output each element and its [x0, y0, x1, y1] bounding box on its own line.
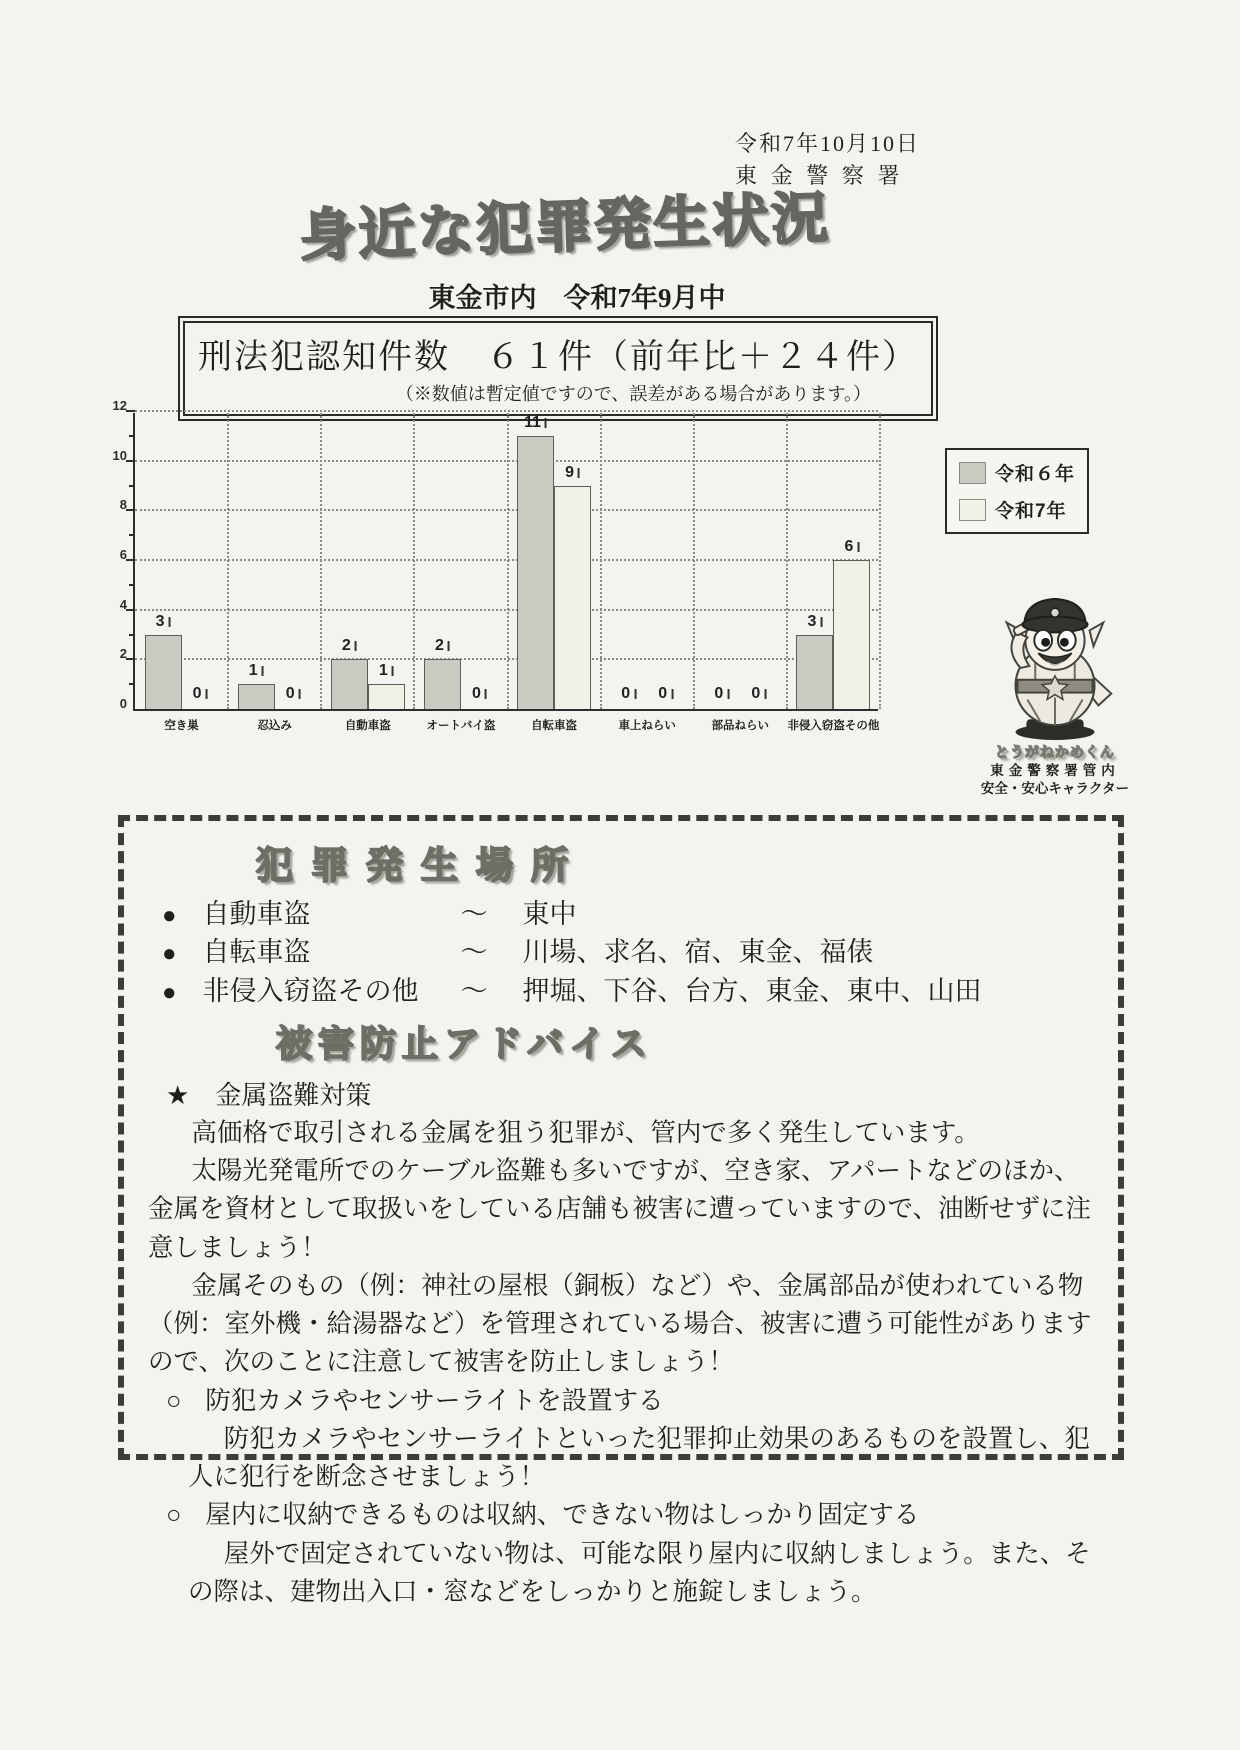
bar-value-label	[249, 662, 264, 680]
tick-mark	[355, 641, 357, 651]
tick-mark	[262, 666, 264, 676]
tip-title-row	[166, 1496, 1094, 1534]
circle-icon: ○	[166, 1385, 182, 1415]
y-tick	[126, 509, 135, 511]
chart-legend	[945, 448, 1089, 534]
page-title: 身近な犯罪発生状況	[298, 185, 832, 268]
bar-value-label	[621, 685, 636, 703]
bar-reiwa6	[145, 635, 182, 710]
y-tick-label: 12	[112, 398, 127, 413]
y-tick	[126, 609, 135, 611]
bar-reiwa6	[238, 684, 275, 709]
legend-label: 令和7年	[995, 501, 1067, 522]
location-label: 非侵入窃盗その他	[202, 975, 419, 1006]
advice-heading: 被害防止アドバイス	[276, 1022, 653, 1064]
circle-icon: ○	[166, 1500, 182, 1530]
bullet-icon: ●	[162, 979, 177, 1006]
tick-mark	[820, 617, 822, 627]
y-tick-label: 8	[119, 497, 127, 513]
bar-value: 9	[565, 463, 575, 481]
y-tick	[129, 485, 135, 487]
bar-reiwa6	[796, 635, 833, 710]
category-label: 車上ねらい	[618, 720, 676, 732]
tick-mark	[169, 617, 171, 627]
tilde-mark: ～	[460, 975, 488, 1006]
bar-value: 2	[341, 637, 351, 655]
advice-tips	[138, 1382, 1104, 1612]
bar-value: 0	[658, 685, 668, 702]
tip-title: 屋内に収納できるものは収納、できない物はしっかり固定する	[205, 1500, 920, 1530]
turtle-police-mascot-icon	[981, 583, 1129, 741]
locations-list	[138, 895, 1104, 1010]
bar-value: 11	[524, 413, 542, 431]
tilde-mark: ～	[460, 899, 488, 929]
bar-value-label	[286, 685, 301, 703]
tick-mark	[448, 641, 450, 651]
legend-swatch-1	[959, 499, 986, 521]
location-row	[162, 972, 1104, 1010]
advice-paragraph: 太陽光発電所でのケーブル盗難も多いですが、空き家、アパートなどのほか、金属を資材として取扱いをしている店舗も被害に遭っていますので、油断せずに注意しましょう！	[148, 1156, 1091, 1262]
tick-mark	[485, 689, 487, 699]
bullet-icon: ●	[162, 941, 177, 968]
tick-mark	[764, 689, 766, 699]
bar-value: 0	[192, 685, 202, 702]
advice-paragraphs	[138, 1114, 1104, 1382]
issuer-name: 東金警察署	[735, 162, 914, 188]
bar-reiwa7	[554, 486, 591, 710]
tick-mark	[857, 542, 859, 552]
y-tick	[129, 634, 135, 636]
mascot-block	[970, 583, 1140, 798]
gridline-h	[135, 410, 878, 412]
tick-mark	[206, 689, 208, 699]
bar-reiwa6	[331, 659, 368, 709]
category-label: 忍込み	[257, 720, 292, 732]
location-row	[162, 933, 1104, 971]
advice-topic-row	[166, 1075, 1104, 1112]
category-label: 空き巣	[164, 720, 199, 732]
bar-reiwa7	[368, 684, 405, 709]
gridline-v	[227, 413, 229, 709]
y-tick	[129, 683, 135, 685]
advice-topic: 金属盗難対策	[215, 1080, 372, 1110]
y-tick	[129, 435, 135, 437]
bar-value: 1	[378, 662, 388, 680]
tick-mark	[634, 689, 636, 699]
bar-value: 0	[751, 685, 761, 702]
location-label: 自転車盗	[202, 937, 311, 968]
bar-value: 0	[471, 685, 481, 702]
y-tick	[129, 584, 135, 586]
category-label: 自転車盗	[531, 720, 578, 732]
gridline-v	[507, 413, 509, 709]
tick-mark	[727, 689, 729, 699]
bar-value: 0	[285, 685, 295, 702]
y-tick	[129, 534, 135, 536]
mascot-name: とうがねかめくん	[995, 744, 1115, 760]
bar-value-label	[435, 637, 450, 655]
bar-value-label	[751, 685, 766, 703]
category-label: オートバイ盗	[426, 720, 496, 732]
category-label: 部品ねらい	[711, 720, 770, 732]
location-row	[162, 895, 1104, 933]
bar-value-label	[658, 685, 673, 703]
gridline-v	[600, 413, 602, 709]
tick-mark	[392, 666, 394, 676]
tick-mark	[299, 689, 301, 699]
bar-value: 6	[844, 538, 854, 555]
gridline-v	[693, 413, 695, 709]
chart-plot	[133, 413, 880, 732]
bullet-icon: ●	[162, 903, 177, 929]
gridline-v	[320, 413, 322, 709]
bar-value-label	[565, 464, 580, 482]
category-label: 自動車盗	[344, 720, 391, 732]
y-tick-label: 0	[119, 696, 127, 711]
tick-mark	[578, 468, 580, 478]
bar-value-label	[807, 613, 822, 631]
advice-paragraph: 金属そのもの（例：神社の屋根（銅板）など）や、金属部品が使われている物（例：室外機・給湯器など）を管理されている場合、被害に遭う可能性がありますので、次のことに注意して被害を防止しましょう！	[148, 1270, 1092, 1377]
crime-count-headline: 刑法犯認知件数 ６１件（前年比＋２４件）	[198, 339, 918, 376]
bar-value-label	[844, 538, 859, 556]
category-label: 非侵入窃盗その他	[787, 720, 880, 732]
bar-reiwa6	[517, 436, 554, 709]
location-label: 自動車盗	[202, 899, 311, 929]
tick-mark	[671, 689, 673, 699]
mascot-caption: 東金警察署管内 安全・安心キャラクター	[980, 763, 1130, 797]
location-places: 川場、求名、宿、東金、福俵	[522, 937, 874, 968]
bar-value: 2	[434, 637, 444, 655]
location-places: 押堀、下谷、台方、東金、東中、山田	[522, 975, 982, 1006]
bar-value-label	[524, 414, 547, 432]
tip-title-row	[166, 1382, 1094, 1420]
bar-value-label	[714, 685, 729, 703]
y-tick-label: 2	[119, 646, 127, 662]
bar-value: 3	[155, 612, 165, 630]
legend-item	[959, 496, 1075, 523]
bar-reiwa7	[833, 560, 870, 709]
bar-value: 1	[248, 662, 258, 680]
star-icon: ★	[166, 1080, 190, 1110]
gridline-v	[413, 413, 415, 709]
bar-value: 0	[714, 685, 724, 702]
bar-value-label	[472, 685, 487, 703]
tip-body: 屋外で固定されていない物は、可能な限り屋内に収納しましょう。また、その際は、建物出入口・窓などをしっかりと施錠しましょう。	[188, 1538, 1091, 1606]
legend-label: 令和６年	[995, 464, 1076, 485]
page-subtitle: 東金市内 令和7年9月中	[429, 276, 726, 315]
y-tick	[126, 460, 135, 462]
gridline-v	[786, 413, 788, 709]
gridline-v	[879, 413, 881, 709]
legend-item	[959, 459, 1075, 486]
bar-value-label	[379, 662, 394, 680]
y-tick-label: 4	[119, 596, 127, 612]
advice-paragraph: 高価格で取引される金属を狙う犯罪が、管内で多く発生しています。	[191, 1117, 980, 1147]
tip-title: 防犯カメラやセンサーライトを設置する	[205, 1385, 664, 1415]
y-axis	[95, 398, 131, 711]
tilde-mark: ～	[460, 937, 488, 968]
bar-reiwa6	[424, 659, 461, 709]
legend-swatch-0	[959, 462, 986, 484]
issue-date: 令和7年10月10日	[735, 131, 921, 156]
bar-value: 0	[621, 685, 631, 702]
bar-value-label	[342, 637, 357, 655]
crime-count-note: （※数値は暫定値ですので、誤差がある場合があります。）	[395, 384, 871, 404]
y-tick-label: 10	[112, 447, 127, 463]
bar-value-label	[156, 613, 171, 631]
y-tick	[126, 410, 135, 412]
location-places: 東中	[522, 899, 577, 929]
info-box	[118, 815, 1124, 1606]
crime-bar-chart	[95, 398, 1225, 825]
y-tick-label: 6	[119, 547, 127, 562]
locations-heading: 犯罪発生場所	[256, 845, 586, 886]
bar-value: 3	[807, 612, 817, 630]
y-tick	[126, 658, 135, 660]
tip-body: 防犯カメラやセンサーライトといった犯罪抑止効果のあるものを設置し、犯人に犯行を断念させましょう！	[188, 1423, 1090, 1492]
bar-value-label	[193, 685, 208, 703]
tick-mark	[545, 418, 547, 428]
y-tick	[126, 559, 135, 561]
